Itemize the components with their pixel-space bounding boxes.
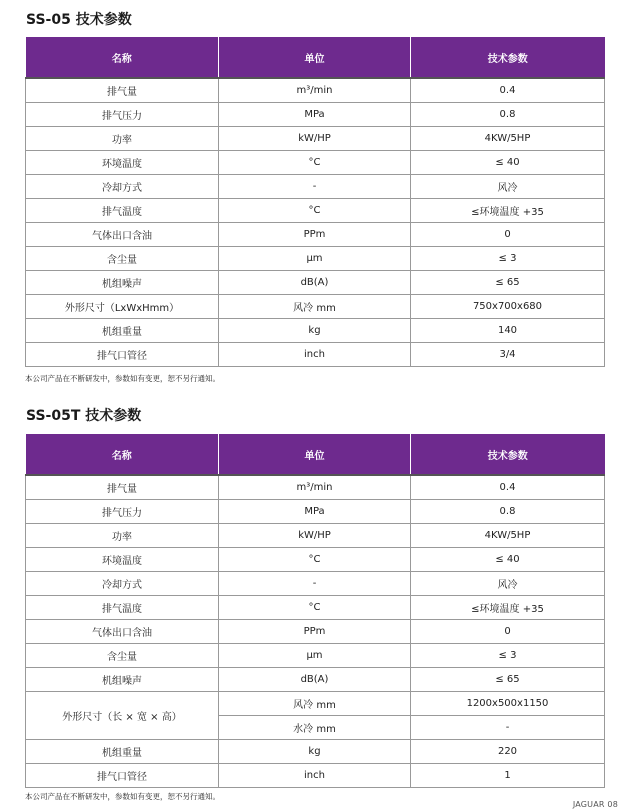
- cell-value: 220: [411, 740, 605, 764]
- cell-value: 0: [411, 223, 605, 247]
- cell-name: 环境温度: [26, 548, 219, 572]
- page-label: JAGUAR 08: [572, 800, 618, 809]
- table2-title: SS-05T 技术参数: [26, 408, 142, 424]
- spec-table-ss05: [25, 37, 605, 367]
- cell-value: 0.8: [411, 500, 605, 524]
- cell-value: 3/4: [411, 343, 605, 367]
- header-name: 名称: [26, 434, 219, 475]
- cell-unit: m³/min: [219, 78, 411, 103]
- cell-name: 功率: [26, 127, 219, 151]
- cell-unit: °C: [219, 199, 411, 223]
- table-row: [26, 692, 605, 716]
- table1-title: SS-05 技术参数: [26, 12, 132, 28]
- cell-unit: MPa: [219, 103, 411, 127]
- table-header-row: [26, 434, 605, 475]
- cell-unit: kg: [219, 740, 411, 764]
- cell-name: 机组噪声: [26, 271, 219, 295]
- header-unit: 单位: [219, 37, 411, 78]
- cell-name: 排气温度: [26, 596, 219, 620]
- cell-name: 排气口管径: [26, 764, 219, 788]
- cell-name: 排气量: [26, 78, 219, 103]
- cell-unit: °C: [219, 151, 411, 175]
- cell-unit: inch: [219, 764, 411, 788]
- cell-value: ≤环境温度 +35: [411, 199, 605, 223]
- cell-unit: °C: [219, 596, 411, 620]
- cell-name: 外形尺寸（长 × 宽 × 高）: [26, 692, 219, 740]
- table-row: [26, 644, 605, 668]
- cell-unit: dB(A): [219, 668, 411, 692]
- cell-name: 排气量: [26, 475, 219, 500]
- cell-unit: kW/HP: [219, 524, 411, 548]
- cell-name: 气体出口含油: [26, 223, 219, 247]
- cell-name: 机组重量: [26, 319, 219, 343]
- cell-name: 排气口管径: [26, 343, 219, 367]
- cell-name: 外形尺寸（LxWxHmm）: [26, 295, 219, 319]
- cell-name: 冷却方式: [26, 175, 219, 199]
- cell-value: 0.4: [411, 475, 605, 500]
- cell-name: 排气压力: [26, 500, 219, 524]
- cell-name: 机组重量: [26, 740, 219, 764]
- table-row: [26, 620, 605, 644]
- table2-note: 本公司产品在不断研发中，参数如有变更，恕不另行通知。: [25, 792, 220, 801]
- cell-name: 环境温度: [26, 151, 219, 175]
- cell-name: 含尘量: [26, 644, 219, 668]
- header-value: 技术参数: [411, 37, 605, 78]
- table-row: [26, 127, 605, 151]
- cell-name: 排气压力: [26, 103, 219, 127]
- table-row: [26, 740, 605, 764]
- table-row: [26, 319, 605, 343]
- cell-unit: °C: [219, 548, 411, 572]
- cell-unit: 风冷 mm: [219, 692, 411, 716]
- cell-unit: m³/min: [219, 475, 411, 500]
- cell-value: 0.4: [411, 78, 605, 103]
- cell-value: 0.8: [411, 103, 605, 127]
- table-row: [26, 572, 605, 596]
- cell-unit: kW/HP: [219, 127, 411, 151]
- table-row: [26, 247, 605, 271]
- cell-value: 4KW/5HP: [411, 127, 605, 151]
- cell-value: ≤ 40: [411, 151, 605, 175]
- table-header-row: [26, 37, 605, 78]
- cell-unit: dB(A): [219, 271, 411, 295]
- cell-name: 排气温度: [26, 199, 219, 223]
- cell-name: 功率: [26, 524, 219, 548]
- table-row: [26, 151, 605, 175]
- cell-value: ≤ 65: [411, 668, 605, 692]
- table-row: [26, 764, 605, 788]
- cell-unit: -: [219, 175, 411, 199]
- cell-unit: μm: [219, 644, 411, 668]
- header-value: 技术参数: [411, 434, 605, 475]
- table-row: [26, 103, 605, 127]
- cell-unit: kg: [219, 319, 411, 343]
- cell-value: 1200x500x1150: [411, 692, 605, 716]
- cell-name: 机组噪声: [26, 668, 219, 692]
- table-row: [26, 500, 605, 524]
- cell-value: 0: [411, 620, 605, 644]
- header-name: 名称: [26, 37, 219, 78]
- table-row: [26, 78, 605, 103]
- spec-table-ss05t: [25, 434, 605, 788]
- cell-value: ≤ 40: [411, 548, 605, 572]
- table-row: [26, 668, 605, 692]
- cell-name: 气体出口含油: [26, 620, 219, 644]
- table-row: [26, 175, 605, 199]
- cell-value: 风冷: [411, 572, 605, 596]
- cell-name: 冷却方式: [26, 572, 219, 596]
- cell-value: 风冷: [411, 175, 605, 199]
- cell-value: ≤ 3: [411, 247, 605, 271]
- cell-value: 4KW/5HP: [411, 524, 605, 548]
- table-row: [26, 295, 605, 319]
- cell-value: 750x700x680: [411, 295, 605, 319]
- table-row: [26, 343, 605, 367]
- cell-value: 1: [411, 764, 605, 788]
- cell-name: 含尘量: [26, 247, 219, 271]
- table-row: [26, 271, 605, 295]
- cell-unit: 风冷 mm: [219, 295, 411, 319]
- cell-unit: μm: [219, 247, 411, 271]
- cell-value: 140: [411, 319, 605, 343]
- header-unit: 单位: [219, 434, 411, 475]
- table1-note: 本公司产品在不断研发中，参数如有变更，恕不另行通知。: [25, 374, 220, 383]
- cell-value: ≤ 3: [411, 644, 605, 668]
- table-row: [26, 596, 605, 620]
- cell-unit: 水冷 mm: [219, 716, 411, 740]
- cell-value: ≤ 65: [411, 271, 605, 295]
- cell-unit: PPm: [219, 620, 411, 644]
- cell-unit: MPa: [219, 500, 411, 524]
- table-row: [26, 524, 605, 548]
- cell-unit: -: [219, 572, 411, 596]
- cell-unit: PPm: [219, 223, 411, 247]
- cell-unit: inch: [219, 343, 411, 367]
- table-row: [26, 199, 605, 223]
- table-row: [26, 548, 605, 572]
- cell-value: ≤环境温度 +35: [411, 596, 605, 620]
- table-row: [26, 475, 605, 500]
- cell-value: -: [411, 716, 605, 740]
- table-row: [26, 223, 605, 247]
